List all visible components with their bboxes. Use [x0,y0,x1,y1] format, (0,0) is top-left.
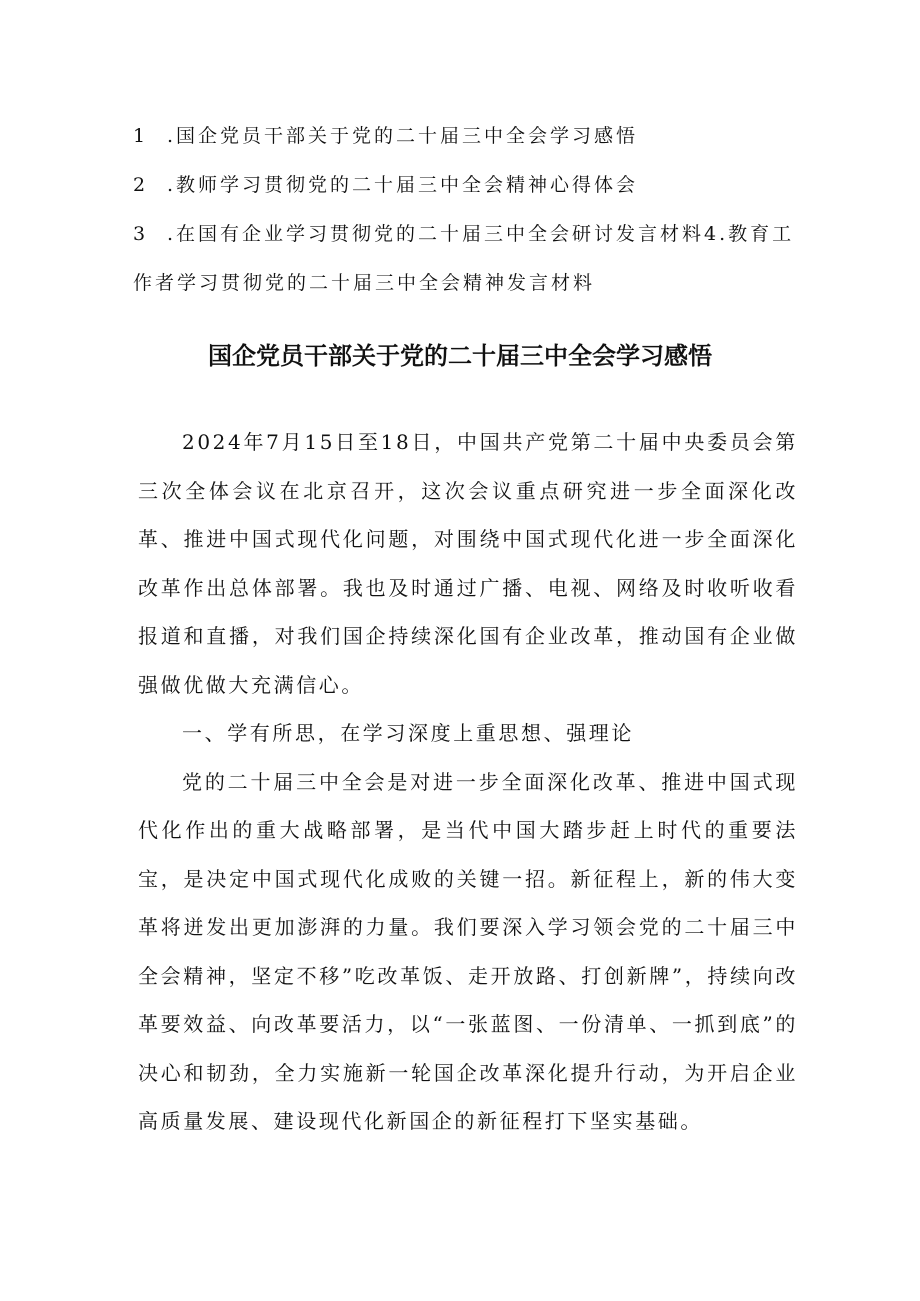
toc-item-number: 2 [133,174,149,196]
section-paragraph: 党的二十届三中全会是对进一步全面深化改革、推进中国式现代化作出的重大战略部署，是当代中国大踏步赶上时代的重要法宝，是决定中国式现代化成败的关键一招。新征程上，新的伟大变革将迸发出更加澎湃的力量。我们要深入学习领会党的二十届三中全会精神，坚定不移”吃改革饭、走开放路、打创新牌”，持续向改革要效益、向改革要活力，以“一张蓝图、一份清单、一抓到底”的决心和韧劲，全力实施新一轮国企改革深化提升行动，为开启企业高质量发展、建设现代化新国企的新征程打下坚实基础。 [138,769,798,1133]
toc-item-number: 3 [133,223,149,245]
toc-item-text: .教师学习贯彻党的二十届三中全会精神心得体会 [167,174,639,196]
toc-item-text: .在国有企业学习贯彻党的二十届三中全会研讨发言材料4.教育工作者学习贯彻党的二十届三中全会精神发言材料 [133,223,795,294]
section-heading: 一、学有所思，在学习深度上重思想、强理论 [182,721,634,745]
intro-paragraph: 2024年7月15日至18日，中国共产党第二十届中央委员会第三次全体会议在北京召开，这次会议重点研究进一步全面深化改革、推进中国式现代化问题，对围绕中国式现代化进一步全面深化改革作出总体部署。我也及时通过广播、电视、网络及时收听收看报道和直播，对我们国企持续深化国有企业改革，推动国有企业做强做优做大充满信心。 [138,430,798,697]
article-body [138,418,798,1146]
toc-item-3[interactable] [133,210,803,308]
toc-item-text: .国企党员干部关于党的二十届三中全会学习感悟 [167,125,639,147]
toc-item-number: 1 [133,125,149,147]
toc-item-1[interactable] [133,112,813,161]
toc-item-2[interactable] [133,161,813,210]
article-title: 国企党员干部关于党的二十届三中全会学习感悟 [208,342,712,370]
table-of-contents [133,112,813,308]
